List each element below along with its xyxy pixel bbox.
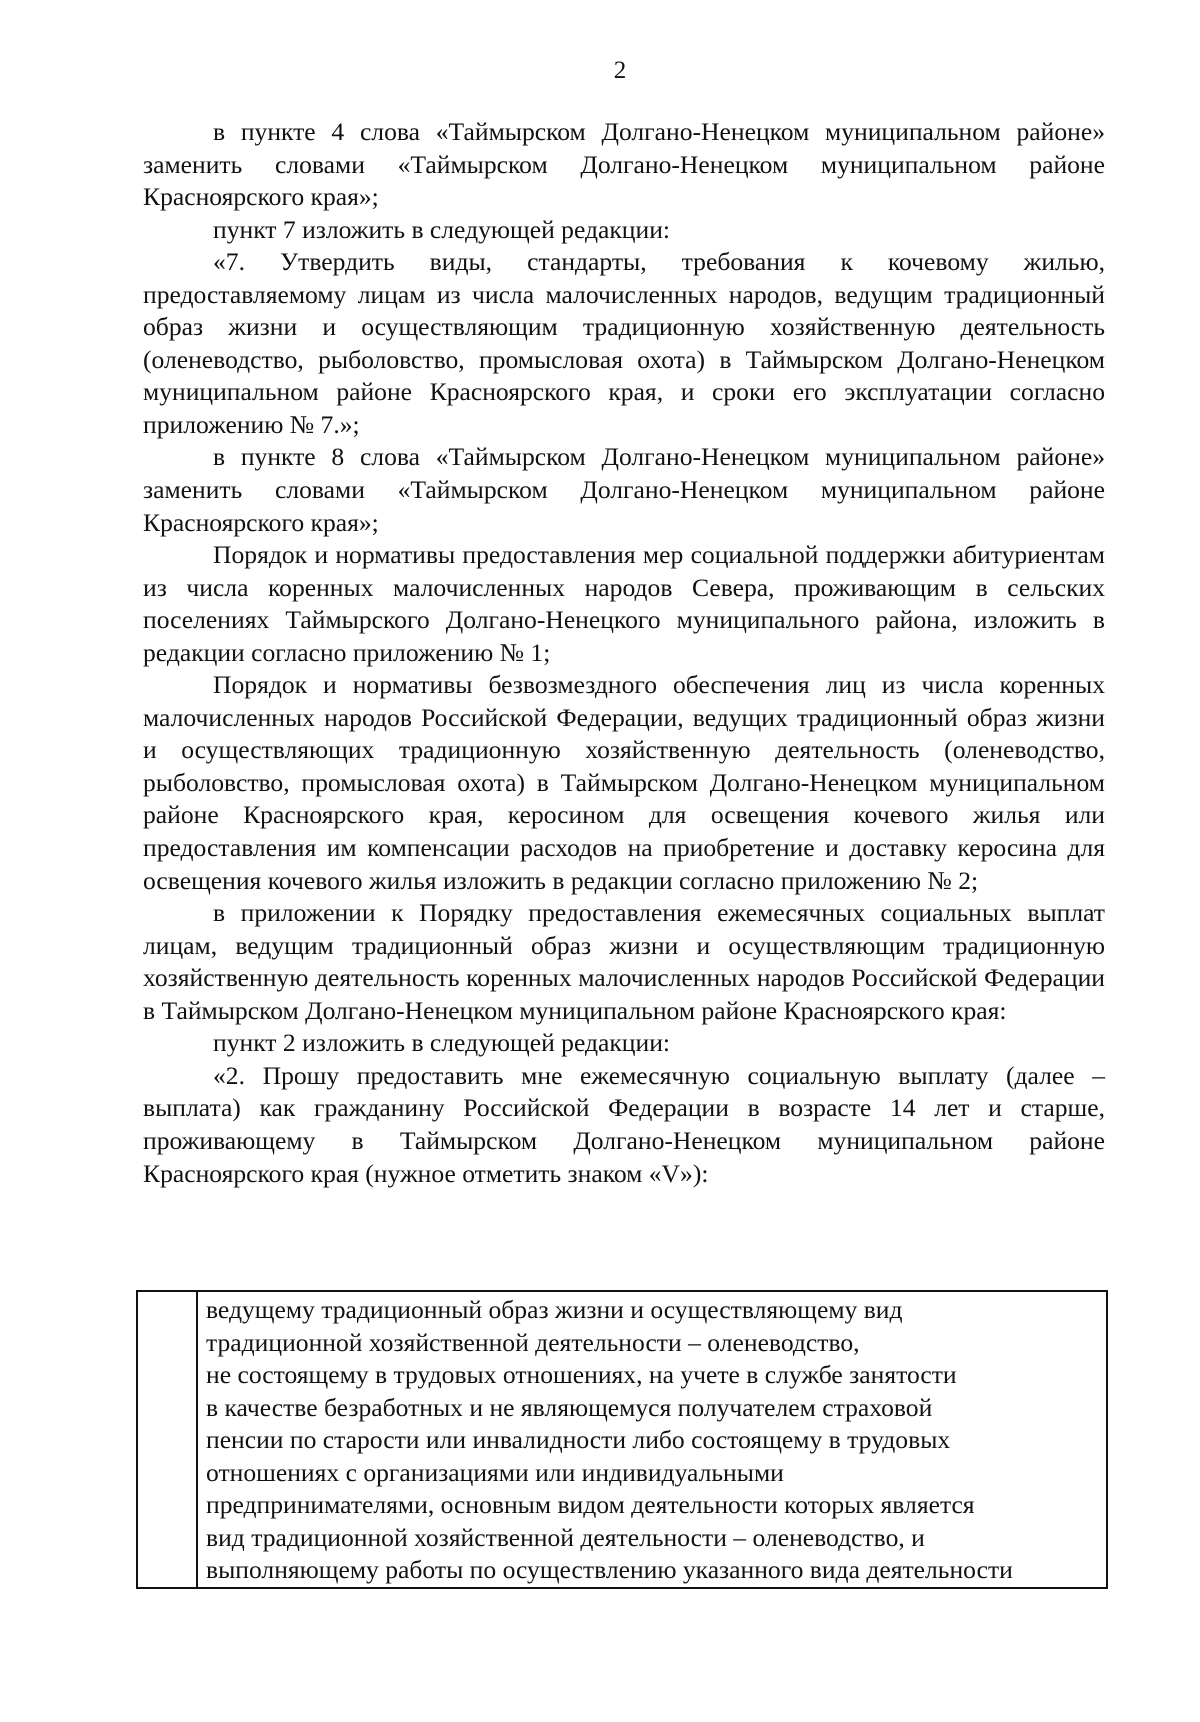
paragraph-item-8-amendment: в пункте 8 слова «Таймырском Долгано-Ненецком муниципальном районе» заменить словами «Таймырском Долгано-Ненецком муниципальном районе Красноярского края»; [143, 442, 1105, 537]
paragraph-item-7-intro: пункт 7 изложить в следующей редакции: [213, 214, 671, 244]
paragraph-applicants-support: Порядок и нормативы предоставления мер социальной поддержки абитуриентам из числа коренных малочисленных народов Севера, проживающим в сельских поселениях Таймырского Долгано-Ненецкого муниципального района, изложить в редакции согласно приложению № 1; [143, 540, 1105, 667]
page-number: 2 [613, 57, 627, 84]
paragraph-item-2-text: «2. Прошу предоставить мне ежемесячную социальную выплату (далее – выплата) как гражданину Российской Федерации в возрасте 14 лет и старше, проживающему в Таймырском Долгано-Ненецком муниципальном районе Красноярского края (нужное отметить знаком «V»): [143, 1060, 1105, 1188]
paragraph-item-4-amendment: в пункте 4 слова «Таймырском Долгано-Ненецком муниципальном районе» заменить словами «Таймырском Долгано-Ненецком муниципальном районе Красноярского края»; [143, 117, 1105, 212]
paragraph-item-7-text: «7. Утвердить виды, стандарты, требования к кочевому жилью, предоставляемому лицам из числа малочисленных народов, ведущим традиционный образ жизни и осуществляющим традиционную хозяйственную деятельность (оленеводство, рыболовство, промысловая охота) в Таймырском Долгано-Ненецком муниципальном районе Красноярского края, и сроки его эксплуатации согласно приложению № 7.»; [143, 247, 1105, 439]
table-row [137, 1291, 1107, 1588]
option-description: ведущему традиционный образ жизни и осуществляющему вид традиционной хозяйственной деятельности – оленеводство, не состоящему в трудовых отношениях, на учете в службе занятости в качестве безработных и не являющемуся получателем страховой пенсии по старости или инвалидности либо состоящему в трудовых отношениях с организациями или индивидуальными предпринимателями, основным видом деятельности которых является вид традиционной хозяйственной деятельности – оленеводство, и выполняющему работы по осуществлению указанного вида деятельности [206, 1295, 1013, 1584]
checkbox-cell[interactable] [137, 1291, 197, 1588]
paragraph-kerosene-provision: Порядок и нормативы безвозмездного обеспечения лиц из числа коренных малочисленных народов Российской Федерации, ведущих традиционный образ жизни и осуществляющих традиционную хозяйственную деятельность (оленеводство, рыболовство, промысловая охота) в Таймырском Долгано-Ненецком муниципальном районе Красноярского края, керосином для освещения кочевого жилья или предоставления им компенсации расходов на приобретение и доставку керосина для освещения кочевого жилья изложить в редакции согласно приложению № 2; [143, 670, 1105, 895]
paragraph-item-2-intro: пункт 2 изложить в следующей редакции: [213, 1028, 671, 1058]
document-body [143, 116, 1105, 1190]
payment-option-table [136, 1290, 1108, 1589]
paragraph-monthly-payments-appendix: в приложении к Порядку предоставления ежемесячных социальных выплат лицам, ведущим традиционный образ жизни и осуществляющим традиционную хозяйственную деятельность коренных малочисленных народов Российской Федерации в Таймырском Долгано-Ненецком муниципальном районе Красноярского края: [143, 898, 1105, 1025]
